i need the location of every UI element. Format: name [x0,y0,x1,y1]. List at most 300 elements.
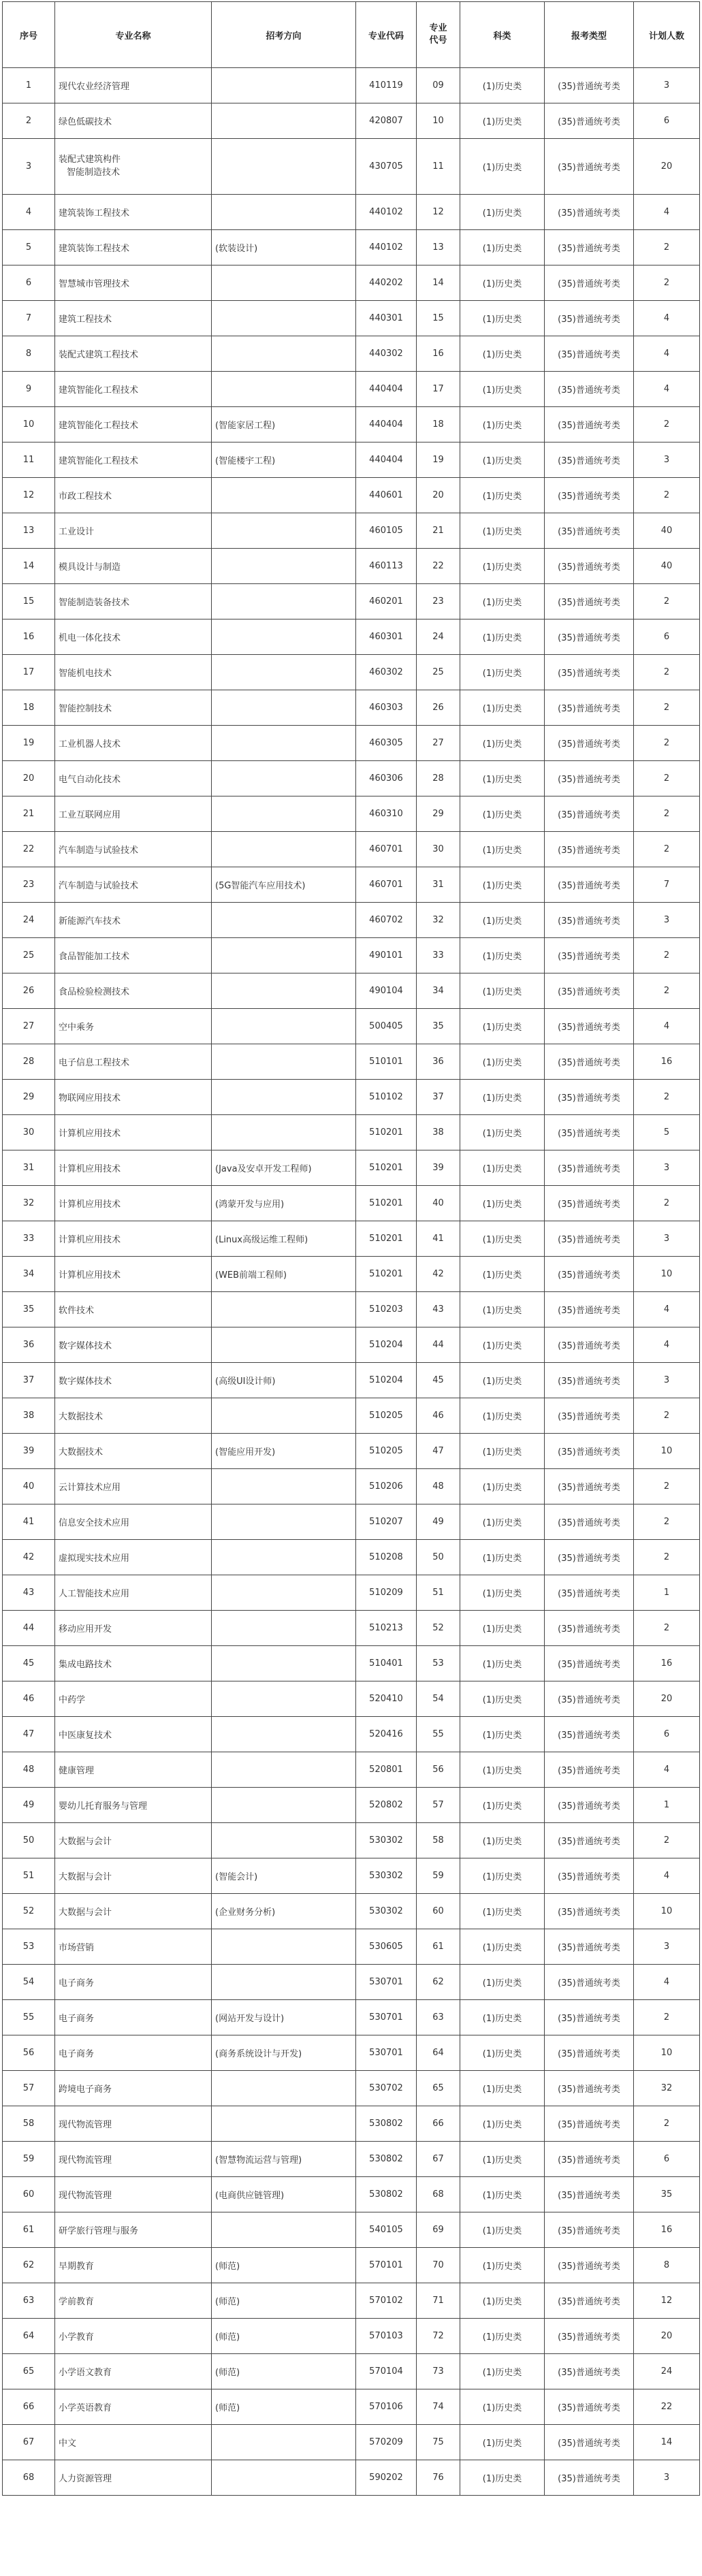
cell-major-code: 530701 [356,2035,417,2071]
cell-direction [212,1646,356,1681]
cell-exam-type: (35)普通统考类 [545,1327,634,1363]
cell-major-code-short: 35 [417,1009,460,1044]
cell-seq: 64 [3,2319,55,2354]
cell-plan-count: 3 [634,442,700,478]
table-row [3,1504,700,1540]
cell-direction: (5G智能汽车应用技术) [212,867,356,903]
cell-seq: 50 [3,1823,55,1858]
cell-major-code-short: 60 [417,1894,460,1929]
cell-plan-count: 7 [634,867,700,903]
cell-seq: 61 [3,2212,55,2248]
cell-major-code-short: 69 [417,2212,460,2248]
cell-major-name: 市政工程技术 [55,478,212,513]
cell-plan-count: 2 [634,230,700,265]
table-row [3,938,700,973]
cell-exam-type: (35)普通统考类 [545,1398,634,1434]
cell-subject-category: (1)历史类 [460,1221,545,1257]
cell-seq: 29 [3,1080,55,1115]
header-major-name: 专业名称 [55,2,212,68]
cell-subject-category: (1)历史类 [460,265,545,301]
cell-plan-count: 20 [634,139,700,195]
cell-major-code-short: 37 [417,1080,460,1115]
cell-major-code: 510204 [356,1327,417,1363]
cell-major-name: 工业机器人技术 [55,726,212,761]
cell-major-code-short: 46 [417,1398,460,1434]
cell-major-name: 人力资源管理 [55,2460,212,2496]
cell-plan-count: 12 [634,2283,700,2319]
table-row [3,903,700,938]
cell-direction [212,655,356,690]
table-row [3,2283,700,2319]
cell-exam-type: (35)普通统考类 [545,2142,634,2177]
table-row [3,726,700,761]
cell-exam-type: (35)普通统考类 [545,1009,634,1044]
cell-plan-count: 2 [634,1080,700,1115]
cell-major-code-short: 41 [417,1221,460,1257]
cell-direction: (智能家居工程) [212,407,356,442]
cell-exam-type: (35)普通统考类 [545,726,634,761]
cell-seq: 44 [3,1611,55,1646]
cell-exam-type: (35)普通统考类 [545,2071,634,2106]
cell-subject-category: (1)历史类 [460,1434,545,1469]
cell-major-code-short: 42 [417,1257,460,1292]
cell-plan-count: 2 [634,761,700,796]
cell-seq: 49 [3,1788,55,1823]
cell-major-code-short: 31 [417,867,460,903]
cell-major-code-short: 62 [417,1965,460,2000]
cell-major-code-short: 59 [417,1858,460,1894]
cell-seq: 66 [3,2389,55,2425]
cell-major-code-short: 24 [417,619,460,655]
cell-major-name: 建筑装饰工程技术 [55,230,212,265]
table-row [3,2248,700,2283]
cell-major-code: 570102 [356,2283,417,2319]
cell-seq: 18 [3,690,55,726]
cell-major-name: 工业设计 [55,513,212,549]
cell-major-code-short: 16 [417,336,460,372]
cell-subject-category: (1)历史类 [460,2319,545,2354]
cell-major-code: 510201 [356,1115,417,1150]
cell-seq: 2 [3,103,55,139]
table-row [3,2035,700,2071]
cell-major-code-short: 71 [417,2283,460,2319]
cell-major-name: 物联网应用技术 [55,1080,212,1115]
cell-major-name: 电气自动化技术 [55,761,212,796]
cell-major-code-short: 20 [417,478,460,513]
cell-seq: 68 [3,2460,55,2496]
cell-exam-type: (35)普通统考类 [545,1221,634,1257]
cell-plan-count: 2 [634,584,700,619]
cell-subject-category: (1)历史类 [460,372,545,407]
cell-exam-type: (35)普通统考类 [545,2212,634,2248]
cell-major-code-short: 65 [417,2071,460,2106]
cell-major-name: 电子商务 [55,2035,212,2071]
cell-major-name: 绿色低碳技术 [55,103,212,139]
cell-direction [212,796,356,832]
header-subject-category: 科类 [460,2,545,68]
cell-plan-count: 1 [634,1788,700,1823]
cell-seq: 31 [3,1150,55,1186]
table-row [3,265,700,301]
cell-direction [212,549,356,584]
cell-seq: 1 [3,68,55,103]
cell-direction [212,903,356,938]
table-row [3,1363,700,1398]
cell-exam-type: (35)普通统考类 [545,2460,634,2496]
table-row [3,1611,700,1646]
cell-major-code: 440404 [356,372,417,407]
cell-subject-category: (1)历史类 [460,1540,545,1575]
cell-plan-count: 2 [634,1186,700,1221]
cell-major-name: 汽车制造与试验技术 [55,867,212,903]
cell-major-code-short: 54 [417,1681,460,1717]
cell-seq: 5 [3,230,55,265]
cell-direction [212,1469,356,1504]
cell-direction: (师范) [212,2283,356,2319]
cell-major-code-short: 34 [417,973,460,1009]
cell-seq: 3 [3,139,55,195]
cell-major-code: 530605 [356,1929,417,1965]
cell-plan-count: 40 [634,549,700,584]
cell-exam-type: (35)普通统考类 [545,513,634,549]
cell-plan-count: 35 [634,2177,700,2212]
cell-major-code-short: 49 [417,1504,460,1540]
cell-plan-count: 3 [634,1929,700,1965]
cell-exam-type: (35)普通统考类 [545,584,634,619]
table-row [3,1221,700,1257]
cell-direction [212,1823,356,1858]
cell-exam-type: (35)普通统考类 [545,103,634,139]
table-row [3,139,700,195]
cell-seq: 56 [3,2035,55,2071]
cell-major-name: 建筑装饰工程技术 [55,195,212,230]
cell-subject-category: (1)历史类 [460,1398,545,1434]
cell-major-code-short: 32 [417,903,460,938]
cell-seq: 32 [3,1186,55,1221]
cell-seq: 9 [3,372,55,407]
table-row [3,1434,700,1469]
cell-major-code: 530702 [356,2071,417,2106]
cell-major-name: 现代物流管理 [55,2106,212,2142]
table-row [3,1894,700,1929]
cell-seq: 8 [3,336,55,372]
cell-seq: 13 [3,513,55,549]
cell-major-code: 510207 [356,1504,417,1540]
cell-major-code: 520416 [356,1717,417,1752]
cell-direction: (师范) [212,2248,356,2283]
cell-direction: (智能会计) [212,1858,356,1894]
cell-subject-category: (1)历史类 [460,513,545,549]
cell-major-code-short: 40 [417,1186,460,1221]
header-direction: 招考方向 [212,2,356,68]
cell-subject-category: (1)历史类 [460,1257,545,1292]
cell-subject-category: (1)历史类 [460,973,545,1009]
cell-direction [212,690,356,726]
cell-major-name: 集成电路技术 [55,1646,212,1681]
cell-exam-type: (35)普通统考类 [545,1575,634,1611]
cell-subject-category: (1)历史类 [460,1681,545,1717]
cell-subject-category: (1)历史类 [460,655,545,690]
cell-major-code: 510209 [356,1575,417,1611]
cell-subject-category: (1)历史类 [460,2248,545,2283]
cell-plan-count: 4 [634,1858,700,1894]
table-row [3,2354,700,2389]
cell-seq: 36 [3,1327,55,1363]
cell-plan-count: 4 [634,195,700,230]
cell-seq: 46 [3,1681,55,1717]
cell-exam-type: (35)普通统考类 [545,139,634,195]
cell-major-code: 490104 [356,973,417,1009]
table-row [3,796,700,832]
table-row [3,1150,700,1186]
cell-major-name: 电子信息工程技术 [55,1044,212,1080]
cell-major-code-short: 67 [417,2142,460,2177]
cell-seq: 37 [3,1363,55,1398]
cell-major-name [55,139,212,195]
cell-subject-category: (1)历史类 [460,1186,545,1221]
table-row [3,655,700,690]
cell-major-code: 510201 [356,1221,417,1257]
cell-major-code-short: 66 [417,2106,460,2142]
cell-seq: 6 [3,265,55,301]
cell-direction: (企业财务分析) [212,1894,356,1929]
cell-major-code: 510201 [356,1257,417,1292]
table-row [3,442,700,478]
cell-direction [212,513,356,549]
cell-major-code: 510401 [356,1646,417,1681]
cell-major-code-short: 76 [417,2460,460,2496]
cell-seq: 10 [3,407,55,442]
table-row [3,2177,700,2212]
cell-exam-type: (35)普通统考类 [545,195,634,230]
cell-seq: 51 [3,1858,55,1894]
cell-major-name: 大数据技术 [55,1434,212,1469]
cell-subject-category: (1)历史类 [460,1115,545,1150]
cell-direction: (智能应用开发) [212,1434,356,1469]
cell-seq: 35 [3,1292,55,1327]
cell-exam-type: (35)普通统考类 [545,230,634,265]
table-row [3,1009,700,1044]
cell-seq: 20 [3,761,55,796]
cell-subject-category: (1)历史类 [460,1611,545,1646]
cell-plan-count: 3 [634,903,700,938]
cell-seq: 34 [3,1257,55,1292]
cell-subject-category: (1)历史类 [460,690,545,726]
cell-subject-category: (1)历史类 [460,139,545,195]
cell-major-code: 440404 [356,442,417,478]
cell-major-name: 早期教育 [55,2248,212,2283]
cell-direction [212,336,356,372]
cell-plan-count: 4 [634,1327,700,1363]
cell-plan-count: 4 [634,1009,700,1044]
cell-exam-type: (35)普通统考类 [545,1646,634,1681]
cell-direction: (师范) [212,2389,356,2425]
cell-subject-category: (1)历史类 [460,1788,545,1823]
cell-exam-type: (35)普通统考类 [545,265,634,301]
cell-seq: 28 [3,1044,55,1080]
cell-exam-type: (35)普通统考类 [545,1115,634,1150]
table-row [3,103,700,139]
table-row [3,2319,700,2354]
cell-plan-count: 16 [634,2212,700,2248]
cell-seq: 24 [3,903,55,938]
cell-exam-type: (35)普通统考类 [545,407,634,442]
cell-direction [212,1788,356,1823]
cell-seq: 33 [3,1221,55,1257]
cell-major-code: 590202 [356,2460,417,2496]
cell-major-code: 530802 [356,2142,417,2177]
cell-exam-type: (35)普通统考类 [545,372,634,407]
cell-plan-count: 4 [634,1292,700,1327]
cell-major-name: 食品智能加工技术 [55,938,212,973]
table-row [3,2106,700,2142]
cell-exam-type: (35)普通统考类 [545,1611,634,1646]
cell-major-name: 大数据与会计 [55,1858,212,1894]
cell-major-name: 研学旅行管理与服务 [55,2212,212,2248]
cell-exam-type: (35)普通统考类 [545,2283,634,2319]
cell-direction [212,1504,356,1540]
cell-subject-category: (1)历史类 [460,478,545,513]
cell-major-name: 中文 [55,2425,212,2460]
cell-direction: (智慧物流运营与管理) [212,2142,356,2177]
table-row [3,1823,700,1858]
cell-plan-count: 40 [634,513,700,549]
cell-subject-category: (1)历史类 [460,903,545,938]
cell-exam-type: (35)普通统考类 [545,2319,634,2354]
cell-major-code: 440102 [356,195,417,230]
cell-major-name: 智能机电技术 [55,655,212,690]
cell-direction [212,619,356,655]
cell-direction [212,2425,356,2460]
cell-subject-category: (1)历史类 [460,1080,545,1115]
cell-plan-count: 3 [634,2460,700,2496]
cell-major-code: 530701 [356,2000,417,2035]
cell-major-name: 现代农业经济管理 [55,68,212,103]
cell-major-code-short: 63 [417,2000,460,2035]
cell-major-code: 410119 [356,68,417,103]
cell-plan-count: 2 [634,832,700,867]
cell-major-code-short: 38 [417,1115,460,1150]
cell-subject-category: (1)历史类 [460,2177,545,2212]
cell-seq: 54 [3,1965,55,2000]
cell-direction [212,2071,356,2106]
cell-direction: (商务系统设计与开发) [212,2035,356,2071]
cell-major-name: 计算机应用技术 [55,1150,212,1186]
cell-major-name: 智能制造装备技术 [55,584,212,619]
table-row [3,1080,700,1115]
cell-plan-count: 2 [634,938,700,973]
cell-subject-category: (1)历史类 [460,1363,545,1398]
cell-major-name: 建筑智能化工程技术 [55,372,212,407]
cell-seq: 62 [3,2248,55,2283]
cell-plan-count: 2 [634,2106,700,2142]
cell-major-name: 计算机应用技术 [55,1186,212,1221]
cell-major-code-short: 58 [417,1823,460,1858]
cell-major-code: 520802 [356,1788,417,1823]
table-row [3,1788,700,1823]
cell-exam-type: (35)普通统考类 [545,973,634,1009]
cell-major-name: 空中乘务 [55,1009,212,1044]
cell-subject-category: (1)历史类 [460,1894,545,1929]
cell-plan-count: 10 [634,1257,700,1292]
table-row [3,549,700,584]
cell-direction [212,832,356,867]
cell-major-code-short: 22 [417,549,460,584]
cell-direction [212,139,356,195]
header-plan-count: 计划人数 [634,2,700,68]
cell-seq: 47 [3,1717,55,1752]
header-exam-type: 报考类型 [545,2,634,68]
cell-direction: (师范) [212,2354,356,2389]
cell-direction [212,2212,356,2248]
cell-seq: 7 [3,301,55,336]
cell-subject-category: (1)历史类 [460,230,545,265]
cell-subject-category: (1)历史类 [460,1717,545,1752]
cell-subject-category: (1)历史类 [460,442,545,478]
table-row [3,2460,700,2496]
cell-direction [212,478,356,513]
header-major-code: 专业代码 [356,2,417,68]
table-row [3,2389,700,2425]
cell-major-name: 电子商务 [55,1965,212,2000]
cell-subject-category: (1)历史类 [460,2283,545,2319]
cell-seq: 57 [3,2071,55,2106]
cell-plan-count: 4 [634,1752,700,1788]
cell-subject-category: (1)历史类 [460,867,545,903]
cell-seq: 14 [3,549,55,584]
cell-exam-type: (35)普通统考类 [545,1823,634,1858]
cell-exam-type: (35)普通统考类 [545,549,634,584]
table-row [3,1398,700,1434]
cell-plan-count: 2 [634,2000,700,2035]
cell-subject-category: (1)历史类 [460,1929,545,1965]
table-row [3,584,700,619]
cell-direction: (Java及安卓开发工程师) [212,1150,356,1186]
cell-seq: 40 [3,1469,55,1504]
table-row [3,407,700,442]
header-major-code-short-line2: 代号 [429,35,447,46]
table-row [3,832,700,867]
cell-seq: 52 [3,1894,55,1929]
cell-exam-type: (35)普通统考类 [545,903,634,938]
cell-direction [212,195,356,230]
cell-plan-count: 10 [634,1894,700,1929]
cell-major-code-short: 36 [417,1044,460,1080]
cell-major-code-short: 73 [417,2354,460,2389]
cell-direction: (Linux高级运维工程师) [212,1221,356,1257]
cell-major-code-short: 56 [417,1752,460,1788]
cell-direction [212,1398,356,1434]
cell-major-code: 460113 [356,549,417,584]
cell-seq: 4 [3,195,55,230]
cell-subject-category: (1)历史类 [460,1646,545,1681]
cell-plan-count: 2 [634,478,700,513]
cell-subject-category: (1)历史类 [460,1150,545,1186]
cell-direction [212,1611,356,1646]
cell-major-code: 510201 [356,1150,417,1186]
cell-seq: 17 [3,655,55,690]
table-row [3,1646,700,1681]
cell-major-code: 510205 [356,1434,417,1469]
header-seq: 序号 [3,2,55,68]
cell-seq: 67 [3,2425,55,2460]
cell-major-code: 520410 [356,1681,417,1717]
table-row [3,1929,700,1965]
cell-major-code: 500405 [356,1009,417,1044]
cell-plan-count: 2 [634,1398,700,1434]
cell-direction [212,584,356,619]
cell-exam-type: (35)普通统考类 [545,938,634,973]
